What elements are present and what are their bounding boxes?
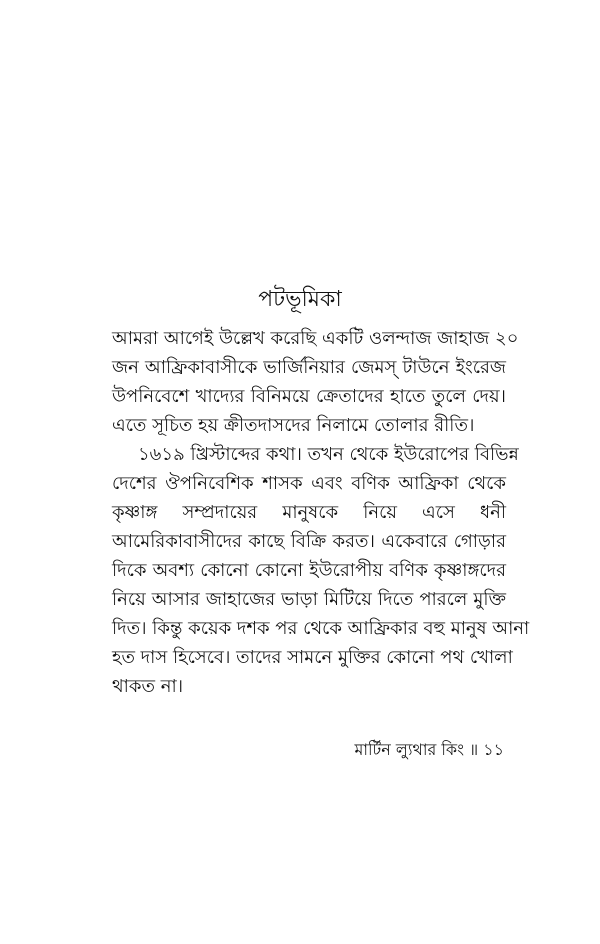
text-line: থাকত না। — [112, 676, 184, 697]
text-line: দিকে অবশ্য কোনো কোনো ইউরোপীয় বণিক কৃষ্ণাঙ্গদের — [112, 560, 506, 581]
text-line: আমেরিকাবাসীদের কাছে বিক্রি করত। একেবারে গোড়ার — [112, 531, 506, 552]
running-footer: মার্টিন ল্যুথার কিং ॥ ১১ — [354, 740, 504, 759]
text-line: কৃষ্ণাঙ্গ সম্প্রদায়ের মানুষকে নিয়ে এসে ধনী — [112, 502, 506, 523]
text-line: ১৬১৯ খ্রিস্টাব্দের কথা। তখন থেকে ইউরোপের বিভিন্ন — [138, 444, 519, 465]
text-line: দিত। কিন্তু কয়েক দশক পর থেকে আফ্রিকার বহু মানুষ আনা — [112, 618, 530, 639]
text-line: হত দাস হিসেবে। তাদের সামনে মুক্তির কোনো পথ খোলা — [112, 647, 513, 668]
text-line: দেশের ঔপনিবেশিক শাসক এবং বণিক আফ্রিকা থেকে — [112, 473, 506, 494]
page-title: পটভূমিকা — [258, 287, 342, 312]
text-line: এতে সূচিত হয় ক্রীতদাসদের নিলামে তোলার রীতি। — [112, 415, 475, 436]
text-line: নিয়ে আসার জাহাজের ভাড়া মিটিয়ে দিতে পারলে মুক্তি — [112, 589, 506, 610]
text-line: আমরা আগেই উল্লেখ করেছি একটি ওলন্দাজ জাহাজ ২০ — [112, 328, 519, 349]
text-line: জন আফ্রিকাবাসীকে ভার্জিনিয়ার জেমস্ টাউনে ইংরেজ — [112, 357, 506, 378]
text-line: উপনিবেশে খাদ্যের বিনিময়ে ক্রেতাদের হাতে তুলে দেয়। — [112, 386, 506, 407]
